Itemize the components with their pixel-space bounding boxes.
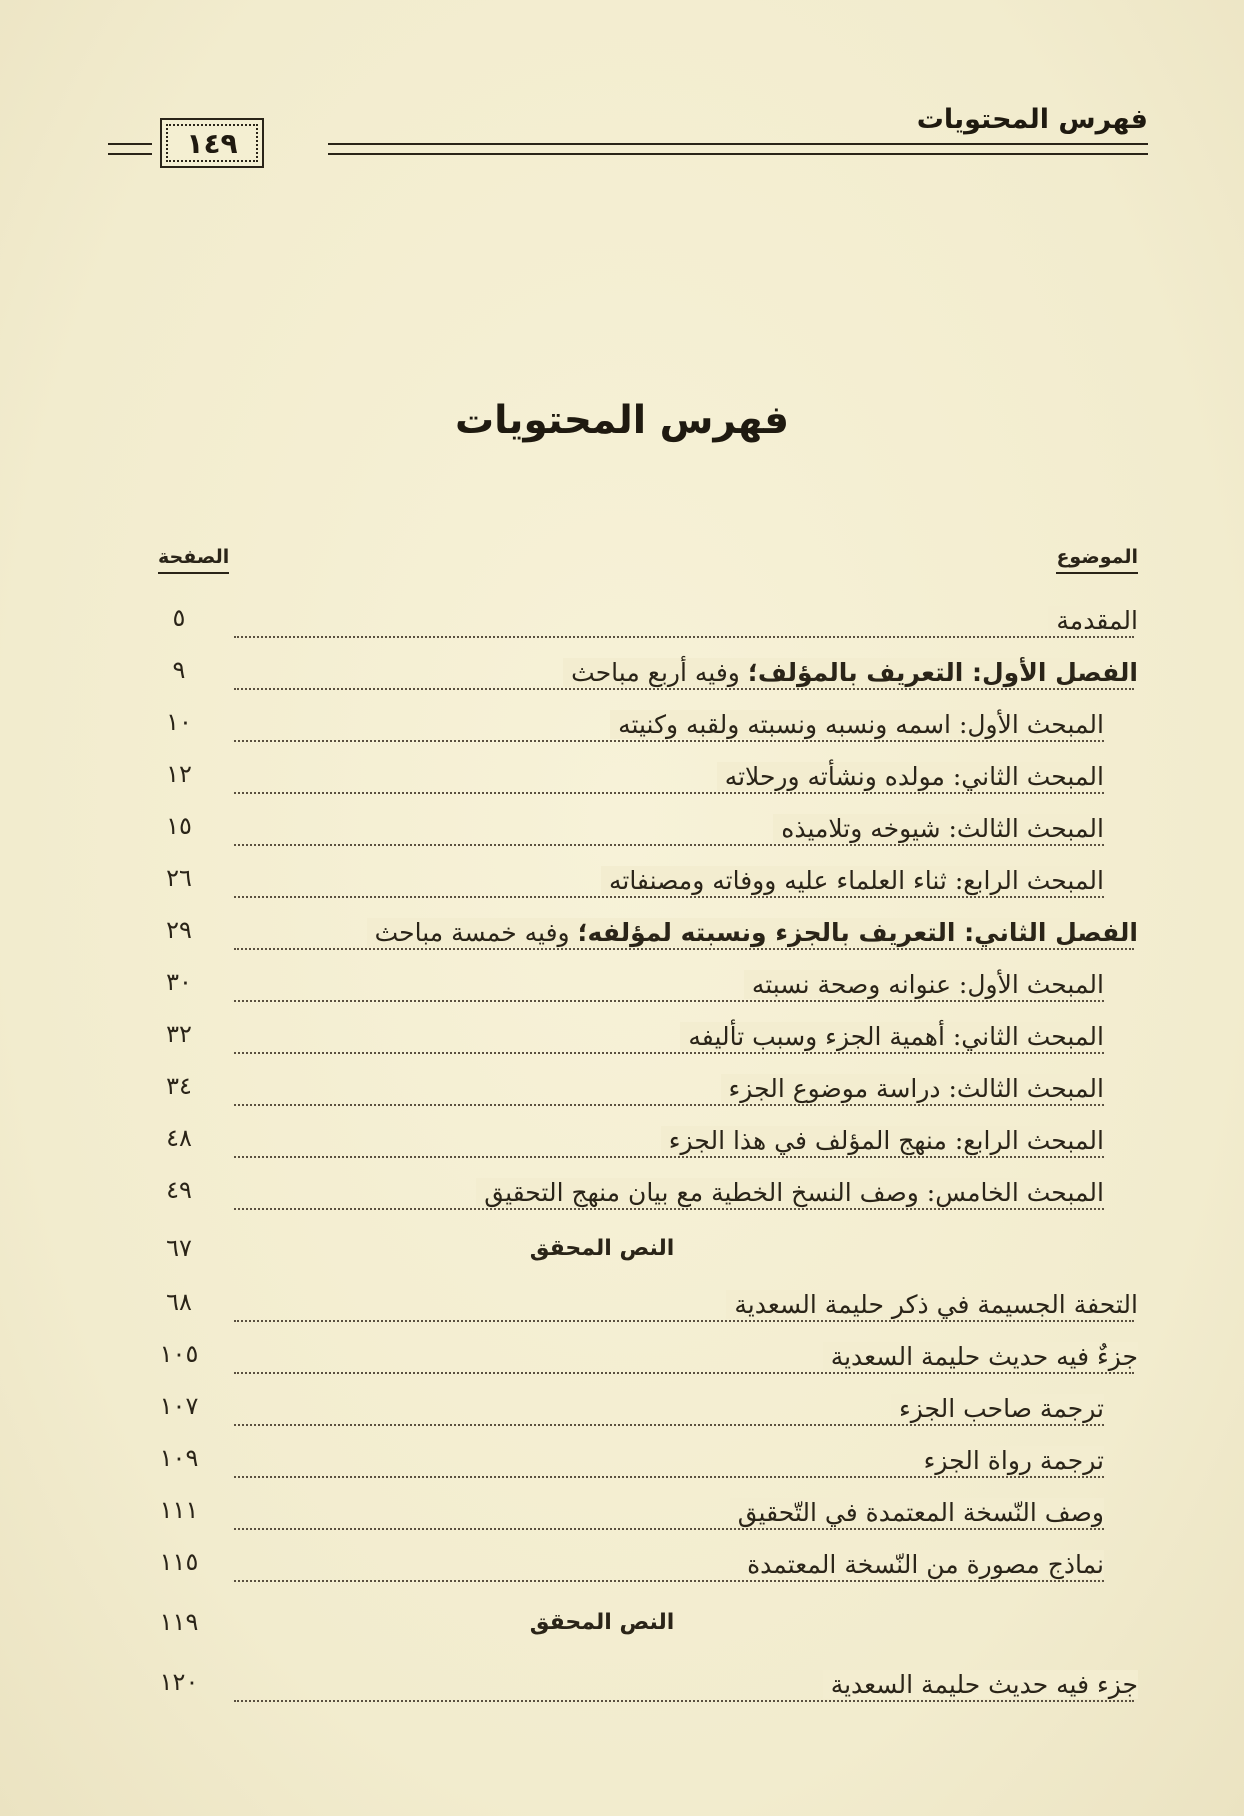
toc-entry-page: ٩ [172,656,186,684]
toc-entry-page: ١١٩ [159,1608,199,1636]
toc-entry-page: ١٢٠ [159,1668,199,1696]
toc-entry-label: نماذج مصورة من النّسخة المعتمدة [739,1550,1104,1579]
toc-entry-label: المبحث الرابع: منهج المؤلف في هذا الجزء [661,1126,1104,1155]
toc-entry[interactable] [0,1282,1244,1334]
toc-entry[interactable] [0,806,1244,858]
toc-entry[interactable] [0,962,1244,1014]
toc-entry-page: ٥ [172,604,186,632]
toc-entry-label: المبحث الثالث: دراسة موضوع الجزء [721,1074,1104,1103]
dot-leader [234,1528,1104,1530]
toc-entry-chapter-2[interactable] [0,910,1244,962]
toc-entry-page: ٦٨ [166,1288,192,1316]
dot-leader [234,896,1104,898]
toc-entry[interactable] [0,1334,1244,1386]
toc-entry-page: ٢٩ [166,916,192,944]
toc-entry[interactable] [0,1662,1244,1714]
dot-leader [234,844,1104,846]
toc-entry-page: ١٠٥ [159,1340,199,1368]
toc-entry-page: ١٢ [166,760,192,788]
toc-chapter-subtitle: وفيه خمسة مباحث [374,918,578,947]
toc-entry-label: المبحث الرابع: ثناء العلماء عليه ووفاته ومصنفاته [601,866,1104,895]
dot-leader [234,1052,1104,1054]
table-of-contents [0,598,1244,1748]
toc-entry-label: المبحث الثاني: أهمية الجزء وسبب تأليفه [680,1022,1104,1051]
toc-entry-page: ٢٦ [166,864,192,892]
page-title: فهرس المحتويات [454,398,790,443]
toc-entry-page: ١٥ [166,812,192,840]
toc-entry-page: ٤٨ [166,1124,192,1152]
header-rule [328,143,1148,155]
toc-entry-introduction[interactable] [0,598,1244,650]
toc-entry-label: وصف النّسخة المعتمدة في التّحقيق [730,1498,1104,1527]
dot-leader [234,636,1134,638]
toc-section-heading: النص المحقق [529,1610,675,1635]
toc-entry[interactable] [0,754,1244,806]
running-title: فهرس المحتويات [916,104,1148,135]
toc-entry-label: المبحث الثالث: شيوخه وتلاميذه [773,814,1104,843]
toc-entry[interactable] [0,1170,1244,1222]
page-number-badge [160,118,264,168]
toc-entry-label: ترجمة صاحب الجزء [891,1394,1104,1423]
toc-entry-label: ترجمة رواة الجزء [916,1446,1104,1475]
toc-chapter-subtitle: وفيه أربع مباحث [571,658,748,687]
dot-leader [234,740,1104,742]
toc-entry[interactable] [0,1066,1244,1118]
page-header [108,98,1148,178]
toc-entry-page: ١١١ [159,1496,199,1524]
toc-entry[interactable] [0,702,1244,754]
toc-entry[interactable] [0,858,1244,910]
toc-section-edited-text-2[interactable] [0,1602,1244,1654]
topic-column-header: الموضوع [1056,546,1138,574]
toc-entry-label [563,658,1138,687]
dot-leader [234,792,1104,794]
toc-entry-page: ١٠٧ [159,1392,199,1420]
page-column-header: الصفحة [158,546,229,574]
dot-leader [234,1208,1104,1210]
toc-entry-label: المبحث الخامس: وصف النسخ الخطية مع بيان منهج التحقيق [476,1178,1104,1207]
toc-section-edited-text[interactable] [0,1228,1244,1280]
toc-entry-label: جزء فيه حديث حليمة السعدية [823,1670,1138,1699]
dot-leader [234,1156,1104,1158]
toc-entry[interactable] [0,1542,1244,1594]
toc-chapter-heading: الفصل الأول: التعريف بالمؤلف؛ [747,658,1138,687]
toc-entry[interactable] [0,1014,1244,1066]
toc-entry-page: ٣٤ [166,1072,192,1100]
dot-leader [234,1104,1104,1106]
dot-leader [234,1320,1134,1322]
page-number: ١٤٩ [186,126,238,160]
dot-leader [234,1424,1104,1426]
dot-leader [234,1000,1104,1002]
toc-entry-chapter-1[interactable] [0,650,1244,702]
dot-leader [234,948,1134,950]
toc-entry-label: المبحث الأول: اسمه ونسبه ونسبته ولقبه وكنيته [610,710,1104,739]
toc-entry-label [367,918,1138,947]
toc-chapter-heading: الفصل الثاني: التعريف بالجزء ونسبته لمؤلفه؛ [577,918,1138,947]
toc-entry[interactable] [0,1386,1244,1438]
toc-entry-label: المبحث الثاني: مولده ونشأته ورحلاته [717,762,1104,791]
toc-entry-page: ١٠ [166,708,192,736]
toc-section-heading: النص المحقق [529,1236,675,1261]
toc-entry-page: ٣٢ [166,1020,192,1048]
toc-entry-page: ١١٥ [159,1548,199,1576]
toc-entry-label: جزءٌ فيه حديث حليمة السعدية [823,1342,1138,1371]
toc-entry[interactable] [0,1118,1244,1170]
toc-entry[interactable] [0,1490,1244,1542]
toc-entry-page: ٦٧ [166,1234,192,1262]
dot-leader [234,688,1134,690]
toc-entry-page: ٤٩ [166,1176,192,1204]
dot-leader [234,1580,1104,1582]
toc-entry-label: المبحث الأول: عنوانه وصحة نسبته [744,970,1104,999]
header-rule-short [108,143,152,155]
toc-entry-label: المقدمة [1048,606,1138,635]
dot-leader [234,1476,1104,1478]
toc-entry-page: ٣٠ [166,968,192,996]
toc-entry-label: التحفة الجسيمة في ذكر حليمة السعدية [726,1290,1138,1319]
toc-entry[interactable] [0,1438,1244,1490]
dot-leader [234,1372,1134,1374]
dot-leader [234,1700,1134,1702]
toc-entry-page: ١٠٩ [159,1444,199,1472]
